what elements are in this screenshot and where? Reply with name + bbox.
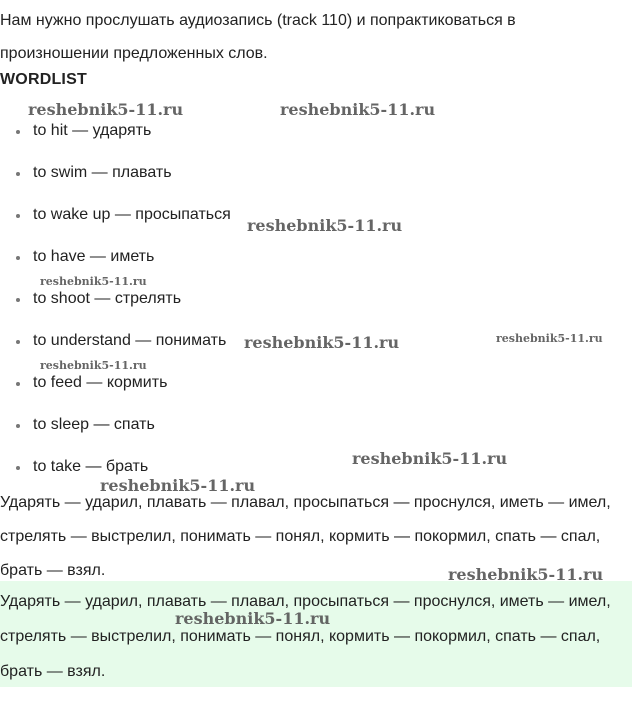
watermark: reshebnik5-11.ru [496,332,603,345]
answer-highlight-text: Ударять — ударил, плавать — плавал, просыпаться — проснулся, иметь — имел, стрелять — выстрелил, понимать — понял, кормить — покормил, спать — спал, брать — взял. [0,593,611,680]
watermark: reshebnik5-11.ru [175,609,331,628]
bullet-icon [16,256,20,260]
watermark: reshebnik5-11.ru [247,216,403,235]
wordlist-heading: WORDLIST [0,71,87,88]
intro-text: Нам нужно прослушать аудиозапись (track 110) и попрактиковаться в произношении предложенных слов. [0,12,516,62]
bullet-icon [16,130,20,134]
watermark: reshebnik5-11.ru [280,100,436,119]
watermark: reshebnik5-11.ru [40,359,147,372]
answer-highlight-box [0,581,632,687]
watermark: reshebnik5-11.ru [28,100,184,119]
watermark: reshebnik5-11.ru [244,333,400,352]
watermark: reshebnik5-11.ru [40,275,147,288]
watermark: reshebnik5-11.ru [100,476,256,495]
bullet-icon [16,424,20,428]
bullet-icon [16,340,20,344]
bullet-icon [16,298,20,302]
bullet-icon [16,466,20,470]
answer-text: Ударять — ударил, плавать — плавал, просыпаться — проснулся, иметь — имел, стрелять — выстрелил, понимать — понял, кормить — покормил, спать — спал, брать — взял. [0,494,611,579]
watermark: reshebnik5-11.ru [448,565,604,584]
bullet-icon [16,172,20,176]
watermark: reshebnik5-11.ru [352,449,508,468]
bullet-icon [16,382,20,386]
bullet-icon [16,214,20,218]
